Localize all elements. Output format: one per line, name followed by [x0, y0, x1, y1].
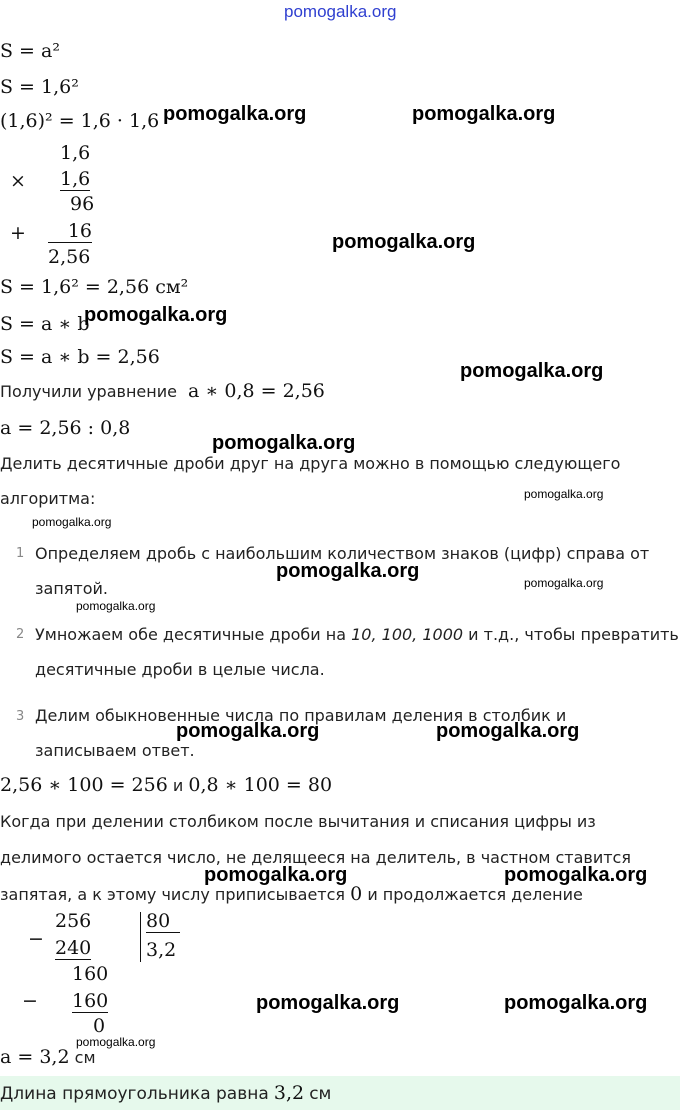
plus-sign: +: [10, 222, 26, 244]
division-remainder-1: 160: [72, 963, 109, 985]
division-minus-2: −: [22, 990, 38, 1012]
equation-line: [0, 380, 325, 402]
step-2-line2: десятичные дроби в целые числа.: [35, 660, 325, 679]
step-3-line1: Делим обыкновенные числа по правилам деления в столбик и: [35, 706, 567, 725]
watermark-text: pomogalka.org: [212, 432, 356, 454]
mult-result: 2,56: [48, 246, 91, 268]
result-line: [0, 1082, 331, 1104]
mult-operand-b: 1,6: [60, 168, 91, 190]
division-minus-1: −: [28, 928, 44, 950]
step-number: 1: [16, 546, 25, 561]
watermark-text: pomogalka.org: [504, 992, 648, 1014]
step-3-line2: записываем ответ.: [35, 741, 195, 760]
formula-area: S = a²: [0, 40, 60, 62]
watermark-text: pomogalka.org: [256, 992, 400, 1014]
equation-math: a ∗ 0,8 = 2,56: [188, 380, 325, 402]
mult-operand-a: 1,6: [60, 142, 91, 164]
watermark-text: pomogalka.org: [176, 720, 320, 742]
answer-math: a = 3,2: [0, 1046, 70, 1068]
division-subtrahend-2: 160: [72, 990, 109, 1012]
watermark-text-small: pomogalka.org: [76, 1035, 156, 1049]
watermark-text-small: pomogalka.org: [76, 599, 156, 613]
rule-zero: 0: [350, 883, 363, 905]
algorithm-intro-line2: алгоритма:: [0, 489, 96, 508]
division-dividend: 256: [55, 910, 92, 932]
step-1-line1: Определяем дробь с наибольшим количеством знаков (цифр) справа от: [35, 544, 650, 563]
answer-line: [0, 1046, 96, 1068]
mult-partial-2: 16: [48, 220, 92, 243]
result-value: 3,2: [273, 1082, 305, 1104]
conversion-and: и: [172, 776, 184, 795]
result-unit: см: [309, 1084, 332, 1104]
division-bar: [140, 912, 141, 962]
formula-a-division: a = 2,56 : 0,8: [0, 417, 131, 439]
division-quotient: 3,2: [146, 939, 177, 961]
rule-line1: Когда при делении столбиком после вычитания и списания цифры из: [0, 812, 596, 831]
watermark-text-small: pomogalka.org: [524, 576, 604, 590]
step-number: 2: [16, 627, 25, 642]
formula-substitution: S = 1,6²: [0, 76, 79, 98]
result-text: Длина прямоугольника равна: [0, 1084, 269, 1104]
rule-line3: запятая, а к этому числу приписывается 0 и продолжается деление: [0, 883, 583, 905]
step-number: 3: [16, 709, 25, 724]
equation-label: Получили уравнение: [0, 382, 177, 401]
formula-square-expansion: (1,6)² = 1,6 · 1,6: [0, 110, 160, 132]
step-2-multipliers: 10, 100, 1000: [351, 625, 464, 644]
watermark-text: pomogalka.org: [204, 864, 348, 886]
top-watermark: pomogalka.org: [284, 2, 397, 21]
watermark-text: pomogalka.org: [412, 103, 556, 125]
algorithm-intro-line1: Делить десятичные дроби друг на друга можно в помощью следующего: [0, 454, 621, 473]
watermark-text: pomogalka.org: [436, 720, 580, 742]
division-divisor: 80: [146, 910, 180, 933]
formula-area-result: S = 1,6² = 2,56 см²: [0, 276, 189, 298]
step-2-line1: Умножаем обе десятичные дроби на 10, 100, 1000 и т.д., чтобы превратить: [35, 625, 679, 644]
division-subtrahend-1: 240: [55, 937, 92, 959]
step-1-line2: запятой.: [35, 579, 108, 598]
formula-rectangle-area: S = a ∗ b: [0, 313, 90, 335]
division-remainder-2: 0: [93, 1015, 106, 1037]
formula-rectangle-equal: S = a ∗ b = 2,56: [0, 346, 160, 368]
watermark-text: pomogalka.org: [504, 864, 648, 886]
watermark-text: pomogalka.org: [163, 103, 307, 125]
watermark-text-small: pomogalka.org: [524, 487, 604, 501]
conversion-line: [0, 774, 332, 796]
watermark-text: pomogalka.org: [332, 231, 476, 253]
watermark-text: pomogalka.org: [84, 304, 228, 326]
mult-partial-1: 96: [70, 193, 95, 215]
conversion-left: 2,56 ∗ 100 = 256: [0, 774, 168, 796]
watermark-text: pomogalka.org: [460, 360, 604, 382]
watermark-text-small: pomogalka.org: [32, 515, 112, 529]
answer-unit: см: [74, 1048, 96, 1067]
watermark-text: pomogalka.org: [276, 560, 420, 582]
conversion-right: 0,8 ∗ 100 = 80: [188, 774, 333, 796]
mult-sign: ×: [10, 170, 26, 192]
rule-line2: делимого остается число, не делящееся на делитель, в частном ставится: [0, 848, 631, 867]
